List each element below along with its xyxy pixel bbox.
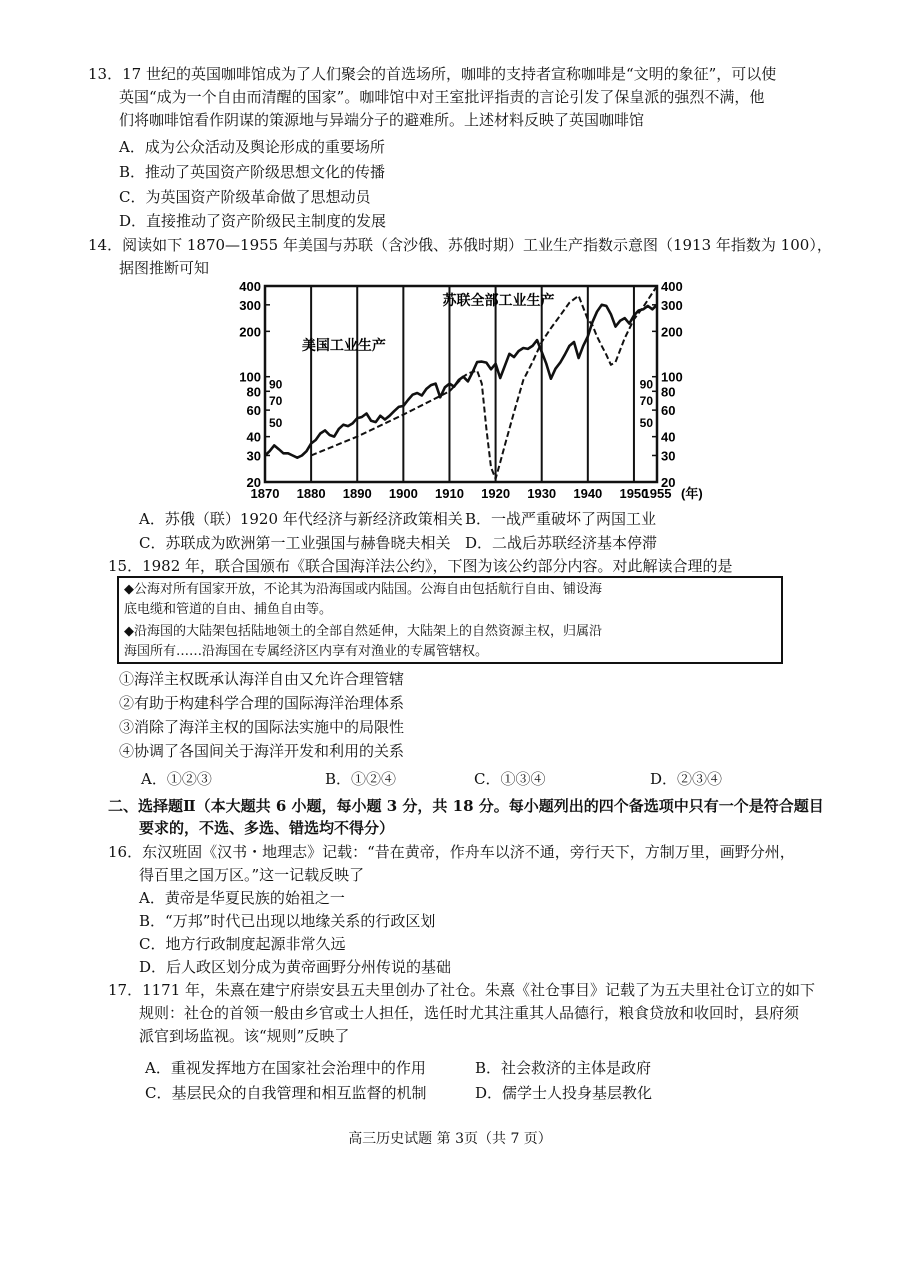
y-right-tick-label: 20 <box>661 475 676 490</box>
q15-option-c: C．①③④ <box>474 770 546 788</box>
y-right-tick-label: 80 <box>661 384 676 400</box>
q17-stem-line-1: 17．1171 年，朱熹在建宁府崇安县五夫里创办了社仓。朱熹《社仓事目》记载了为五夫里社仓订立的如下 <box>108 981 816 999</box>
y-left-tick-label: 40 <box>246 429 261 445</box>
q15-item-2: ②有助于构建科学合理的国际海洋治理体系 <box>119 694 405 712</box>
q16-stem-line-1: 16．东汉班固《汉书・地理志》记载：“昔在黄帝，作舟车以济不通，旁行天下，方制万里，画野分州， <box>108 843 795 861</box>
q17-option-c: C．基层民众的自我管理和相互监督的机制 <box>145 1084 427 1102</box>
q14-option-d: D．二战后苏联经济基本停滞 <box>465 534 658 552</box>
q16-option-d: D．后人政区划分成为黄帝画野分州传说的基础 <box>139 958 452 976</box>
q14-stem-line-1: 14．阅读如下 1870—1955 年美国与苏联（含沙俄、苏俄时期）工业生产指数示意图（1913 年指数为 100）， <box>88 236 832 254</box>
box-line-2: 底电缆和管道的自由、捕鱼自由等。 <box>124 602 333 617</box>
q15-option-d: D．②③④ <box>650 770 723 788</box>
q14-stem-line-2: 据图推断可知 <box>119 259 210 277</box>
y-right-tick-label: 40 <box>661 429 676 445</box>
q13-option-b: B．推动了英国资产阶级思想文化的传播 <box>119 163 386 181</box>
x-tick-label: 1870 <box>250 486 280 501</box>
us-series-label: 美国工业生产 <box>301 337 386 354</box>
q15-item-3: ③消除了海洋主权的国际法实施中的局限性 <box>119 718 405 736</box>
series-line-0 <box>265 305 657 458</box>
q15-item-4: ④协调了各国间关于海洋开发和利用的关系 <box>119 742 405 760</box>
y-left-tick-label: 80 <box>246 384 261 400</box>
x-tick-label: 1890 <box>342 486 372 501</box>
q13-option-c: C．为英国资产阶级革命做了思想动员 <box>119 188 371 206</box>
q15-option-a: A．①②③ <box>141 770 212 788</box>
y-right-tick-label: 100 <box>661 369 683 385</box>
x-tick-label: 1880 <box>296 486 326 501</box>
x-tick-label: 1930 <box>527 486 557 501</box>
q16-option-c: C．地方行政制度起源非常久远 <box>139 935 346 953</box>
q15-stem: 15．1982 年，联合国颁布《联合国海洋法公约》，下图为该公约部分内容。对此解读合理的是 <box>108 557 733 575</box>
plot-border <box>265 286 657 482</box>
ussr-series-label: 苏联全部工业生产 <box>442 291 555 308</box>
y-left-inner-tick-label: 70 <box>269 394 283 409</box>
q13-option-d: D．直接推动了资产阶级民主制度的发展 <box>119 212 387 230</box>
q17-stem-line-2: 规则：社仓的首领一般由乡官或士人担任，选任时尤其注重其人品德行，粮食贷放和收回时，县府须 <box>139 1004 800 1022</box>
q13-stem-line-2: 英国“成为一个自由而清醒的国家”。咖啡馆中对王室批评指责的言论引发了保皇派的强烈不满，他 <box>119 88 765 106</box>
q13-stem-line-3: 们将咖啡馆看作阴谋的策源地与异端分子的避难所。上述材料反映了英国咖啡馆 <box>119 111 645 129</box>
q17-option-b: B．社会救济的主体是政府 <box>475 1059 652 1077</box>
y-left-tick-label: 200 <box>239 324 261 340</box>
x-tick-label: 1920 <box>481 486 511 501</box>
page-footer: 高三历史试题 第 3页（共 7 页） <box>348 1131 552 1147</box>
convention-excerpt-box <box>117 576 783 664</box>
q17-option-d: D．儒学士人投身基层教化 <box>475 1084 653 1102</box>
y-left-tick-label: 30 <box>246 448 261 464</box>
y-left-tick-label: 400 <box>239 279 261 294</box>
x-tick-label: 1900 <box>388 486 418 501</box>
series-line-1 <box>311 286 657 479</box>
y-left-tick-label: 100 <box>239 369 261 385</box>
box-line-3: ◆沿海国的大陆架包括陆地领土的全部自然延伸，大陆架上的自然资源主权，归属沿 <box>124 624 602 639</box>
q14-option-c: C．苏联成为欧洲第一工业强国与赫鲁晓夫相关 <box>139 534 451 552</box>
x-axis-unit: (年) <box>681 486 703 501</box>
q15-item-1: ①海洋主权既承认海洋自由又允许合理管辖 <box>119 670 405 688</box>
q14-option-a: A．苏俄（联）1920 年代经济与新经济政策相关 <box>139 510 463 528</box>
box-line-1: ◆公海对所有国家开放，不论其为沿海国或内陆国。公海自由包括航行自由、铺设海 <box>124 582 602 597</box>
y-right-inner-tick-label: 50 <box>639 416 653 431</box>
q13-stem-line-1: 13．17 世纪的英国咖啡馆成为了人们聚会的首选场所，咖啡的支持者宣称咖啡是“文明的象征”，可以使 <box>88 65 777 83</box>
y-left-inner-tick-label: 90 <box>269 377 283 392</box>
y-right-inner-tick-label: 70 <box>639 394 653 409</box>
q13-option-a: A．成为公众活动及舆论形成的重要场所 <box>119 138 385 156</box>
x-tick-label: 1950 <box>619 486 649 501</box>
chart-series-labels <box>302 292 555 353</box>
x-tick-label: 1940 <box>573 486 603 501</box>
q16-option-a: A．黄帝是华夏民族的始祖之一 <box>139 889 345 907</box>
chart-frame <box>265 286 657 482</box>
industrial-production-chart <box>225 278 705 503</box>
box-line-4: 海国所有……沿海国在专属经济区内享有对渔业的专属管辖权。 <box>124 644 489 659</box>
y-left-tick-label: 60 <box>246 403 261 419</box>
q15-option-b: B．①②④ <box>325 770 397 788</box>
y-right-tick-label: 60 <box>661 403 676 419</box>
q16-option-b: B．“万邦”时代已出现以地缘关系的行政区划 <box>139 912 436 930</box>
y-left-tick-label: 20 <box>246 475 261 490</box>
y-right-tick-label: 30 <box>661 448 676 464</box>
section-2-line-1: 二、选择题Ⅱ（本大题共 6 小题，每小题 3 分，共 18 分。每小题列出的四个备选项中只有一个是符合题目 <box>108 797 824 815</box>
q14-option-b: B．一战严重破坏了两国工业 <box>465 510 657 528</box>
x-tick-label: 1910 <box>435 486 464 501</box>
y-right-tick-label: 400 <box>661 279 683 294</box>
y-right-tick-label: 300 <box>661 297 683 313</box>
y-left-tick-label: 300 <box>239 297 261 313</box>
y-left-inner-tick-label: 50 <box>269 416 283 431</box>
chart-series <box>265 286 657 479</box>
y-right-inner-tick-label: 90 <box>639 377 653 392</box>
q16-stem-line-2: 得百里之国万区。”这一记载反映了 <box>139 866 365 884</box>
y-right-tick-label: 200 <box>661 324 683 340</box>
q17-option-a: A．重视发挥地方在国家社会治理中的作用 <box>145 1059 426 1077</box>
section-2-line-2: 要求的，不选、多选、错选均不得分） <box>139 819 395 837</box>
q17-stem-line-3: 派官到场监视。该“规则”反映了 <box>139 1027 350 1045</box>
x-tick-label: 1955 <box>642 486 672 501</box>
